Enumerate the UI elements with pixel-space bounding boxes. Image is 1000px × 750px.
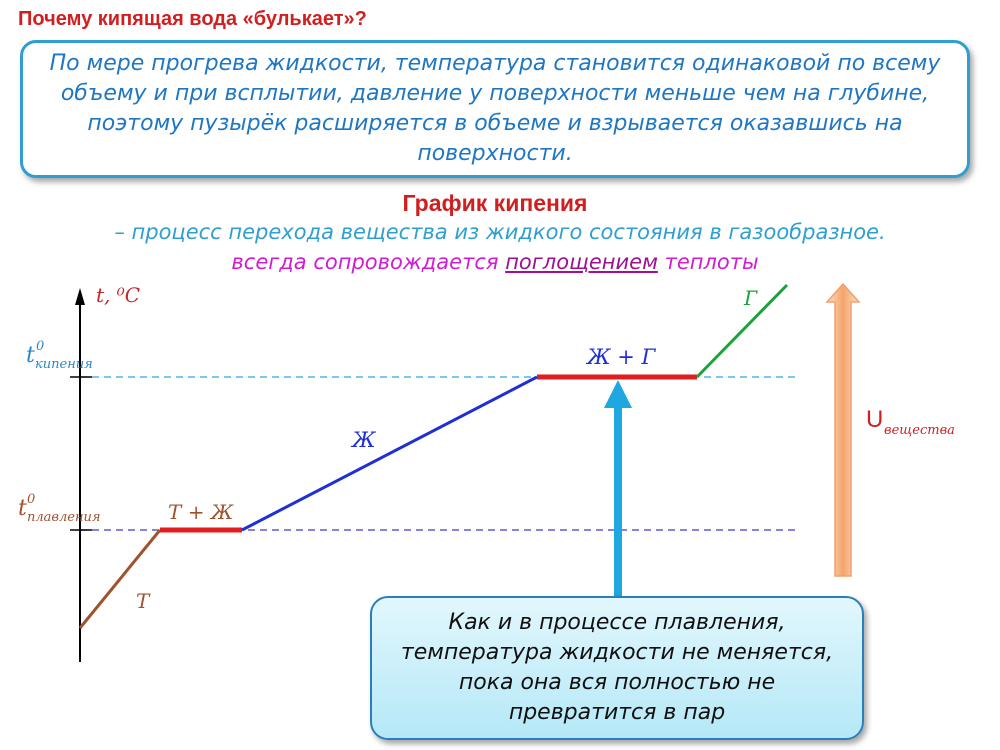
y-axis-arrow-icon (75, 288, 85, 305)
callout-box (370, 596, 864, 740)
callout-text: Как и в процессе плавления, температура жидкости не меняется, пока она вся полностью не превратится в пар (400, 610, 834, 725)
pointer-arrow-head-icon (604, 380, 632, 408)
pointer-arrow-shaft (614, 400, 622, 598)
solid-liquid-label: Т + Ж (168, 500, 234, 524)
melting-t: t (18, 496, 27, 521)
gas-label: Г (744, 286, 758, 310)
page-heading: Почему кипящая вода «булькает»? (18, 8, 367, 30)
graph-title: График кипения (402, 190, 588, 216)
boiling-temp-sub: кипения (35, 357, 93, 372)
melting-temp-sup: 0 (27, 492, 36, 507)
info-text: По мере прогрева жидкости, температура становится одинаковой по всему объему и при всплытии, давление у поверхности меньше чем на глубине, поэтому пузырёк расширяется в объеме и взрывается оказавшись на поверхности. (49, 51, 941, 166)
solid-label: Т (136, 589, 150, 613)
boiling-temp-sup: 0 (36, 339, 45, 354)
liquid-gas-label: Ж + Г (587, 345, 656, 369)
solid-segment (80, 530, 160, 628)
energy-arrow-icon (827, 284, 859, 576)
boiling-t: t (26, 343, 35, 368)
melting-temp-label (18, 496, 27, 521)
melting-temp-sub: плавления (27, 510, 101, 525)
liquid-segment (242, 377, 537, 530)
liquid-label: Ж (352, 428, 376, 452)
energy-letter: U (866, 406, 884, 433)
heat-note-before: всегда сопровождается (231, 250, 506, 274)
definition-text: – процесс перехода вещества из жидкого состояния в газообразное. (114, 220, 886, 244)
heat-note-underlined: поглощением (505, 250, 658, 274)
energy-subscript: вещества (884, 423, 955, 438)
gas-segment (697, 285, 787, 377)
boiling-temp-label (26, 343, 35, 368)
heat-note-after: теплоты (657, 250, 759, 274)
y-axis-label: t, ⁰C (96, 283, 141, 307)
